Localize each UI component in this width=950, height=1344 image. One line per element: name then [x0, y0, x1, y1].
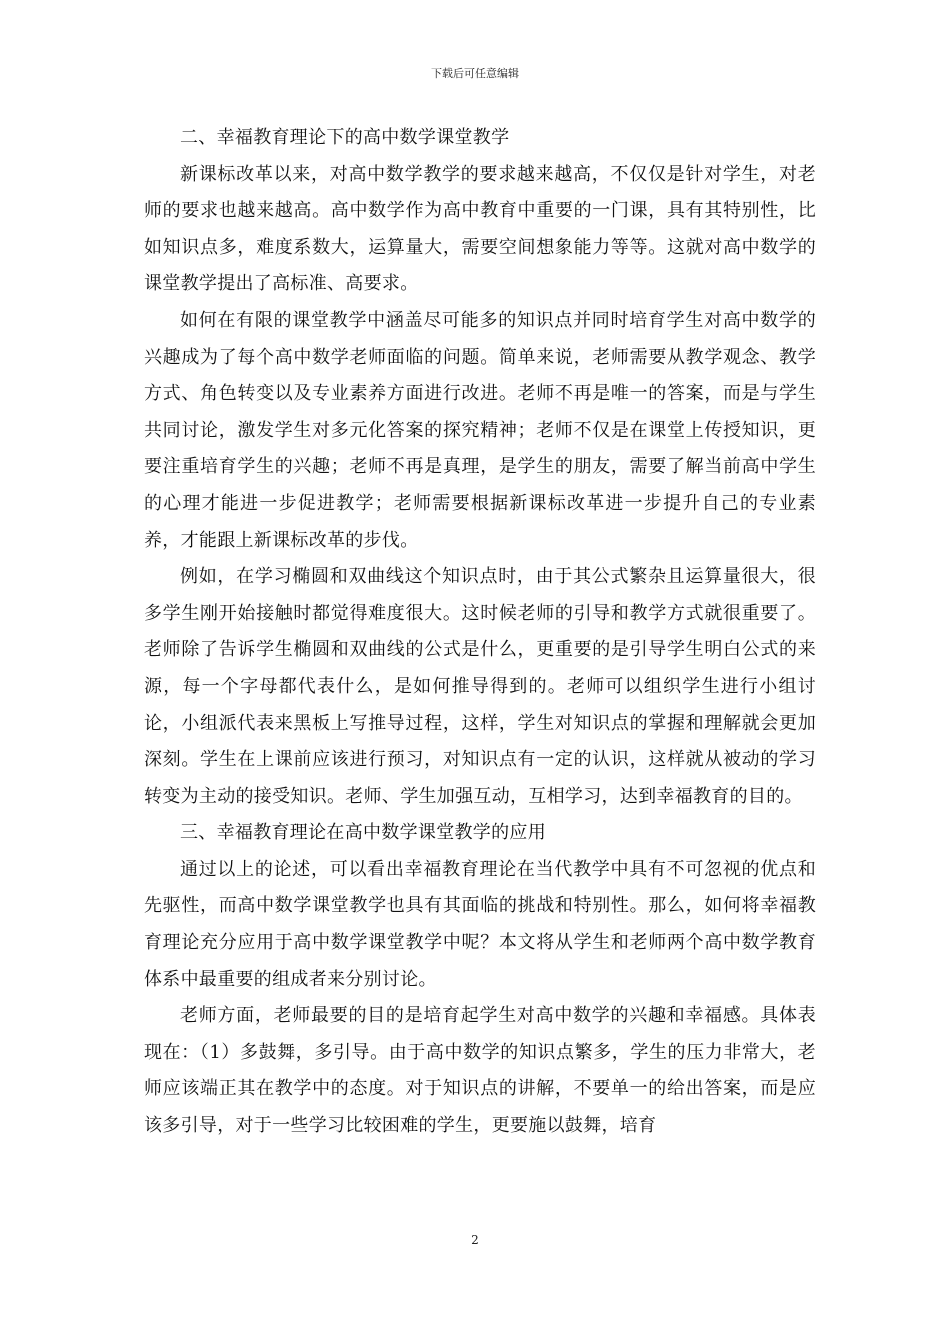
paragraph: 老师方面，老师最要的目的是培育起学生对高中数学的兴趣和幸福感。具体表现在：（1）多鼓舞，多引导。由于高中数学的知识点繁多，学生的压力非常大，老师应该端正其在教学中的态度。对于知识点的讲解，不要单一的给出答案，而是应该多引导，对于一些学习比较困难的学生，更要施以鼓舞，培育: [144, 1005, 816, 1137]
paragraph: 通过以上的论述，可以看出幸福教育理论在当代教学中具有不可忽视的优点和先驱性，而高中数学课堂教学也具有其面临的挑战和特别性。那么，如何将幸福教育理论充分应用于高中数学课堂教学中呢？本文将从学生和老师两个高中数学教育体系中最重要的组成者来分别讨论。: [144, 858, 816, 990]
section-heading: 三、幸福教育理论在高中数学课堂教学的应用: [180, 822, 546, 844]
document-body: [144, 120, 816, 1145]
paragraph: 例如，在学习椭圆和双曲线这个知识点时，由于其公式繁杂且运算量很大，很多学生刚开始接触时都觉得难度很大。这时候老师的引导和教学方式就很重要了。老师除了告诉学生椭圆和双曲线的公式是什么，更重要的是引导学生明白公式的来源，每一个字母都代表什么，是如何推导得到的。老师可以组织学生进行小组讨论，小组派代表来黑板上写推导过程，这样，学生对知识点的掌握和理解就会更加深刻。学生在上课前应该进行预习，对知识点有一定的认识，这样就从被动的学习转变为主动的接受知识。老师、学生加强互动，互相学习，达到幸福教育的目的。: [144, 566, 816, 807]
paragraph: 新课标改革以来，对高中数学教学的要求越来越高，不仅仅是针对学生，对老师的要求也越来越高。高中数学作为高中教育中重要的一门课，具有其特别性，比如知识点多，难度系数大，运算量大，需要空间想象能力等等。这就对高中数学的课堂教学提出了高标准、高要求。: [144, 163, 816, 295]
section-heading: 二、幸福教育理论下的高中数学课堂教学: [180, 127, 510, 148]
page-header: 下载后可任意编辑: [431, 67, 519, 80]
page-number: 2: [471, 1233, 479, 1247]
paragraph: 如何在有限的课堂教学中涵盖尽可能多的知识点并同时培育学生对高中数学的兴趣成为了每个高中数学老师面临的问题。简单来说，老师需要从教学观念、教学方式、角色转变以及专业素养方面进行改进。老师不再是唯一的答案，而是与学生共同讨论，激发学生对多元化答案的探究精神；老师不仅是在课堂上传授知识，更要注重培育学生的兴趣；老师不再是真理，是学生的朋友，需要了解当前高中学生的心理才能进一步促进教学；老师需要根据新课标改革进一步提升自己的专业素养，才能跟上新课标改革的步伐。: [144, 309, 816, 551]
